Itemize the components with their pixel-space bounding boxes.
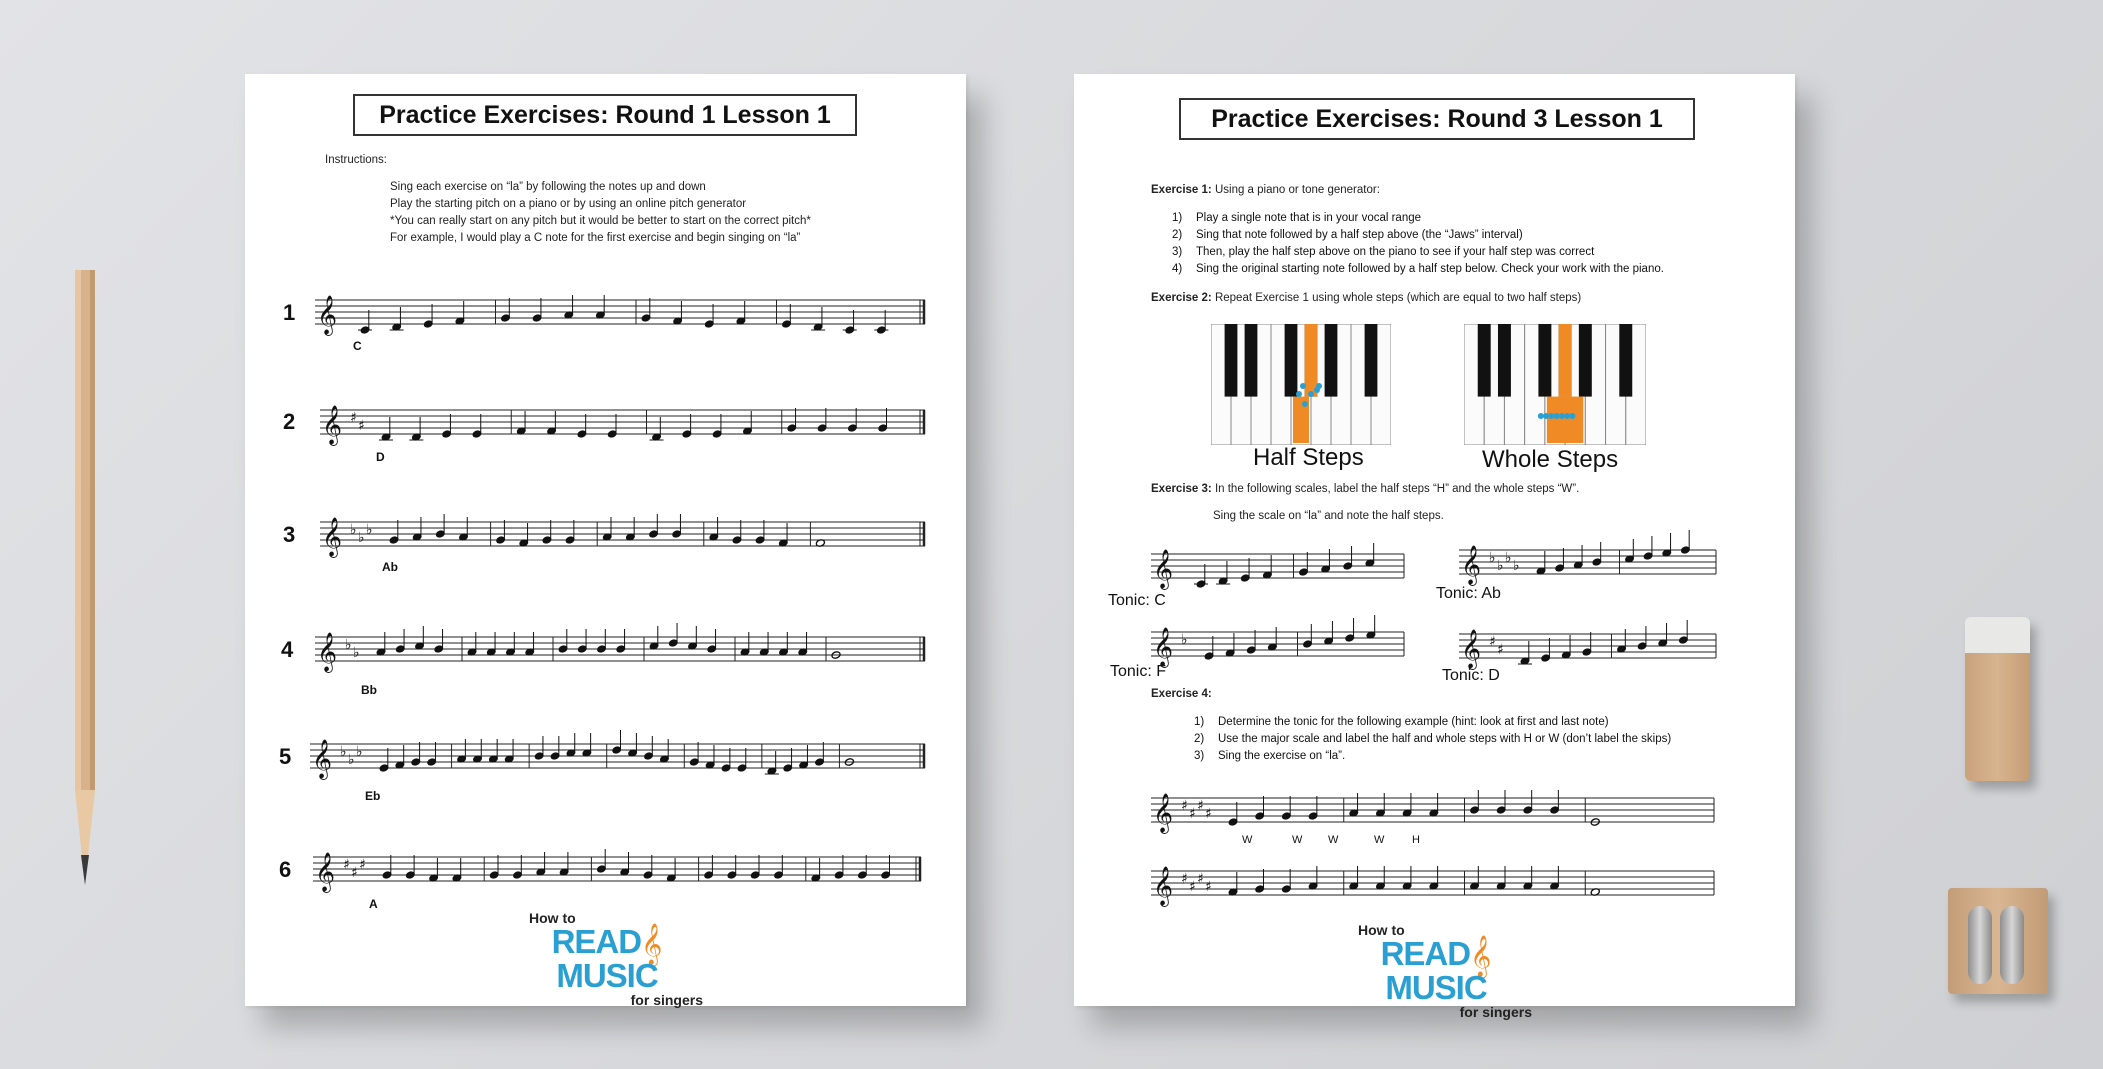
half-steps-label: Half Steps <box>1253 444 1364 471</box>
flat-icon: ♭ <box>350 522 357 538</box>
sharp-icon: ♯ <box>1205 806 1212 822</box>
instruction-line: Sing each exercise on “la” by following the notes up and down <box>390 181 706 193</box>
flat-icon: ♭ <box>1489 550 1496 566</box>
treble-clef-icon: 𝄞 <box>322 517 343 557</box>
exercise-2-text: Repeat Exercise 1 using whole steps (which are equal to two half steps) <box>1214 292 1582 304</box>
flat-icon: ♭ <box>356 744 363 760</box>
exercise-number: 4 <box>281 637 294 662</box>
exercise-number: 3 <box>283 522 296 547</box>
treble-clef-icon: 𝄞 <box>1153 627 1174 667</box>
sharp-icon: ♯ <box>1197 871 1204 887</box>
sharp-icon: ♯ <box>350 410 357 426</box>
step-mark: W <box>1374 834 1385 846</box>
sharp-icon: ♯ <box>1205 879 1212 895</box>
exercise-1-text: Using a piano or tone generator: <box>1214 184 1380 196</box>
sharp-icon: ♯ <box>1181 798 1188 814</box>
exercise-4-label: Exercise 4: <box>1151 688 1212 700</box>
step-mark: W <box>1328 834 1339 846</box>
exercise-number: 2 <box>283 409 296 434</box>
sharp-icon: ♯ <box>1189 879 1196 895</box>
flat-icon: ♭ <box>366 522 373 538</box>
sharpener <box>1948 888 2048 994</box>
list-item: 2) Use the major scale and label the half and whole steps with H or W (don’t label the skips) <box>1194 733 1672 745</box>
whole-steps-label: Whole Steps <box>1482 446 1619 473</box>
sharp-icon: ♯ <box>1189 806 1196 822</box>
flat-icon: ♭ <box>340 744 347 760</box>
tonic-label: Tonic: C <box>1108 592 1166 609</box>
sharp-icon: ♯ <box>351 865 358 881</box>
logo-for-singers: for singers <box>630 992 703 1008</box>
logo-read: READ <box>551 923 642 960</box>
page-title: Practice Exercises: Round 1 Lesson 1 <box>353 94 857 136</box>
treble-clef-icon: 𝄞 <box>1461 545 1482 585</box>
treble-clef-icon: 𝄞 <box>322 405 343 445</box>
key-label: Eb <box>365 789 381 803</box>
list-item: 4) Sing the original starting note followed by a half step below. Check your work with the piano. <box>1172 263 1664 275</box>
logo-music: MUSIC <box>1385 969 1487 1006</box>
staff <box>1459 620 1716 670</box>
treble-clef-icon: 𝄞 <box>317 632 338 672</box>
treble-clef-icon: 𝄞 <box>1461 629 1482 669</box>
instructions-heading: Instructions: <box>325 154 387 166</box>
staff <box>320 514 925 558</box>
flat-icon: ♭ <box>1497 558 1504 574</box>
list-item: 3) Then, play the half step above on the piano to see if your half step was correct <box>1172 246 1595 258</box>
sharp-icon: ♯ <box>1181 871 1188 887</box>
eraser <box>1965 617 2030 781</box>
flat-icon: ♭ <box>353 645 360 661</box>
treble-clef-icon: 𝄞 <box>317 295 338 335</box>
music-staves <box>245 74 966 1006</box>
exercise-number: 5 <box>279 744 292 769</box>
key-label: C <box>353 339 362 353</box>
exercise-2-label: Exercise 2: <box>1151 292 1212 304</box>
worksheet-round3 <box>1074 74 1795 1020</box>
list-item: 2) Sing that note followed by a half step above (the “Jaws” interval) <box>1172 229 1523 241</box>
flat-icon: ♭ <box>345 637 352 653</box>
flat-icon: ♭ <box>1513 558 1520 574</box>
sharp-icon: ♯ <box>1197 798 1204 814</box>
page-title: Practice Exercises: Round 3 Lesson 1 <box>1179 98 1695 140</box>
staff <box>1459 530 1716 586</box>
treble-clef-icon: 𝄞 <box>641 924 663 965</box>
staff <box>1151 790 1714 834</box>
logo <box>1336 922 1536 1020</box>
sharp-icon: ♯ <box>358 418 365 434</box>
exercise-1-label: Exercise 1: <box>1151 184 1212 196</box>
treble-clef-icon: 𝄞 <box>1153 866 1174 906</box>
list-item: 3) Sing the exercise on “la”. <box>1194 750 1346 762</box>
staff <box>320 405 925 446</box>
flat-icon: ♭ <box>1181 632 1188 648</box>
staff <box>310 730 925 780</box>
tonic-label: Tonic: D <box>1442 667 1500 684</box>
list-item: 1) Play a single note that is in your vocal range <box>1172 212 1422 224</box>
flat-icon: ♭ <box>1505 550 1512 566</box>
exercise-3-label: Exercise 3: <box>1151 483 1212 495</box>
treble-clef-icon: 𝄞 <box>1153 793 1174 833</box>
music-staves <box>1074 74 1795 1006</box>
logo-music: MUSIC <box>556 957 658 994</box>
staff <box>1151 866 1714 907</box>
key-label: Ab <box>382 560 398 574</box>
key-label: A <box>369 897 378 911</box>
staff <box>315 295 925 336</box>
tonic-label: Tonic: F <box>1110 663 1167 680</box>
staff <box>1151 543 1404 590</box>
logo-how-to: How to <box>1358 922 1405 938</box>
staff <box>313 849 921 893</box>
flat-icon: ♭ <box>358 530 365 546</box>
sharp-icon: ♯ <box>1489 634 1496 650</box>
instruction-line: *You can really start on any pitch but it would be better to start on the correct pitch* <box>390 215 811 227</box>
treble-clef-icon: 𝄞 <box>315 852 336 892</box>
logo <box>507 910 707 1008</box>
treble-clef-icon: 𝄞 <box>1153 549 1174 589</box>
logo-read: READ <box>1380 935 1471 972</box>
exercise-3-subtext: Sing the scale on “la” and note the half steps. <box>1213 510 1444 522</box>
treble-clef-icon: 𝄞 <box>1470 936 1492 977</box>
instruction-line: For example, I would play a C note for the first exercise and begin singing on “la” <box>390 232 801 244</box>
instruction-line: Play the starting pitch on a piano or by using an online pitch generator <box>390 198 747 210</box>
exercise-3-text: In the following scales, label the half steps “H” and the whole steps “W”. <box>1214 483 1580 495</box>
sharp-icon: ♯ <box>1497 642 1504 658</box>
key-label: D <box>376 450 385 464</box>
tonic-label: Tonic: Ab <box>1436 585 1501 602</box>
sharp-icon: ♯ <box>343 857 350 873</box>
staff <box>1151 615 1404 668</box>
logo-how-to: How to <box>529 910 576 926</box>
logo-for-singers: for singers <box>1459 1004 1532 1020</box>
sharp-icon: ♯ <box>359 857 366 873</box>
staff <box>315 623 925 673</box>
flat-icon: ♭ <box>348 752 355 768</box>
worksheet-round1 <box>245 74 966 1006</box>
exercise-number: 1 <box>283 300 296 325</box>
pencil <box>66 270 106 930</box>
step-mark: H <box>1412 834 1420 846</box>
key-label: Bb <box>361 683 377 697</box>
exercise-number: 6 <box>279 857 292 882</box>
step-mark: W <box>1292 834 1303 846</box>
list-item: 1) Determine the tonic for the following example (hint: look at first and last note) <box>1194 716 1609 728</box>
step-mark: W <box>1242 834 1253 846</box>
treble-clef-icon: 𝄞 <box>312 739 333 779</box>
